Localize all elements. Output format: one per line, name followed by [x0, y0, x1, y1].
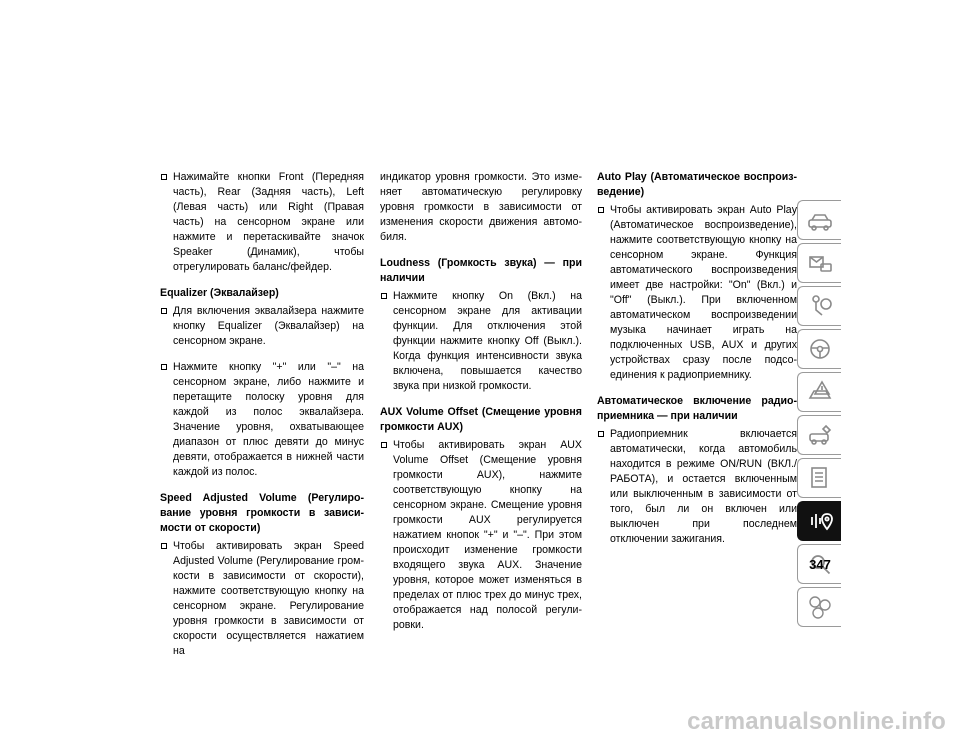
tab-steering[interactable]	[797, 329, 841, 369]
car-service-icon	[806, 421, 834, 449]
text-column-3	[597, 170, 797, 558]
tab-checklist[interactable]	[797, 458, 841, 498]
bullet-paragraph: Радиоприемник включается автоматически, когда автомобиль находится в режиме ON/RUN (ВКЛ./РАБОТА), и остается включенным или выключенным в зависимости от того, был ли он включен или выключен при последнем отключении зажигания.	[597, 427, 797, 547]
text-column-1	[160, 170, 364, 670]
tab-mail[interactable]	[797, 243, 841, 283]
bullet-box-icon	[161, 364, 167, 370]
car-airbag-icon	[806, 292, 834, 320]
tab-multimedia[interactable]	[797, 501, 841, 541]
car-warning-icon	[806, 378, 834, 406]
section-heading-equalizer: Equalizer (Эквалайзер)	[160, 287, 279, 299]
section-heading-aux-volume-offset: AUX Volume Offset (Смещение уровня громкости AUX)	[380, 406, 582, 433]
section-heading-auto-on-radio: Автоматическое включение радиоприемника — при наличии	[597, 395, 797, 422]
steering-wheel-icon	[806, 335, 834, 363]
car-dashboard-icon	[806, 206, 834, 234]
bullet-box-icon	[161, 308, 167, 314]
bullet-paragraph: Чтобы активировать экран Auto Play (Автоматическое воспроизведение), нажмите соответствующую кнопку на сенсорном экране. Функция автоматического воспроизведения имеет две настройки: "On" (Вкл.) и "Off" (Выкл.). При включенном автоматическом воспроизведении музыка начинает играть на подключенных USB, AUX и других устройствах сразу после подсоединения к радиоприемнику.	[597, 203, 797, 383]
watermark: carmanualsonline.info	[687, 708, 946, 735]
multilanguage-icon	[806, 593, 834, 621]
bullet-paragraph: Нажмите кнопку "+" или "–" на сенсорном экране, либо нажмите и перетащите полоску уровня для каждой из полос эквалайзера. Значение уровня, охватывающее диапазон от плюс девяти до минус девяти, отображается в нижней части каждой из полос.	[160, 360, 364, 480]
tab-warning[interactable]	[797, 372, 841, 412]
tab-airbag[interactable]	[797, 286, 841, 326]
bullet-paragraph: Нажимайте кнопки Front (Передняя часть), Rear (Задняя часть), Left (Левая часть) или Right (Правая часть) на сенсорном экране или нажмите и перетаскивайте значок Speaker (Динамик), чтобы отрегулировать баланс/фейдер.	[160, 170, 364, 275]
section-heading-auto-play: Auto Play (Автоматическое воспроизведение)	[597, 171, 797, 198]
bullet-paragraph: Для включения эквалайзера нажмите кнопку Equalizer (Эквалайзер) на сенсорном экране.	[160, 304, 364, 349]
bullet-box-icon	[381, 293, 387, 299]
tab-languages[interactable]	[797, 587, 841, 627]
bullet-box-icon	[598, 431, 604, 437]
continued-paragraph: индикатор уровня громкости. Это изменяет автоматическую регулировку уровня громкости в зависимости от изменения скорости движения автомобиля.	[380, 171, 582, 243]
car-checklist-icon	[806, 464, 834, 492]
section-heading-loudness: Loudness (Громкость звука) — при наличии	[380, 257, 582, 284]
multimedia-location-icon	[806, 507, 834, 535]
tab-service[interactable]	[797, 415, 841, 455]
page-number: 347	[809, 557, 831, 572]
bullet-box-icon	[161, 543, 167, 549]
car-mail-icon	[806, 249, 834, 277]
bullet-box-icon	[381, 442, 387, 448]
bullet-box-icon	[161, 174, 167, 180]
bullet-paragraph: Чтобы активировать экран Speed Adjusted Volume (Регулирование громкости в зависимости от скорости), нажмите соответствующую кнопку на сенсорном экране. Регулирование уровня громкости в зависимости от скорости осуществляется нажатием на	[160, 539, 364, 659]
bullet-box-icon	[598, 207, 604, 213]
bullet-paragraph: Нажмите кнопку On (Вкл.) на сенсорном экране для активации функции. Для отключения этой функции нажмите кнопку Off (Выкл.). Когда функция интенсивности звука включена, повышается качество звука при низкой громкости.	[380, 289, 582, 394]
bullet-paragraph: Чтобы активировать экран AUX Volume Offset (Смещение уровня громкости AUX), нажмите соответствующую кнопку на сенсорном экране. Смещение уровня громкости AUX регулируется нажатием кнопок "+" и "–". При этом происходит изменение громкости входящего звука AUX. Значение уровня, которое может изменяться в пределах от плюс трех до минус трех, отображается над полосой регулировки.	[380, 438, 582, 633]
tab-dashboard[interactable]	[797, 200, 841, 240]
text-column-2	[380, 170, 582, 644]
section-heading-speed-adjusted-volume: Speed Adjusted Volume (Регулирование уровня громкости в зависимости от скорости)	[160, 492, 364, 534]
